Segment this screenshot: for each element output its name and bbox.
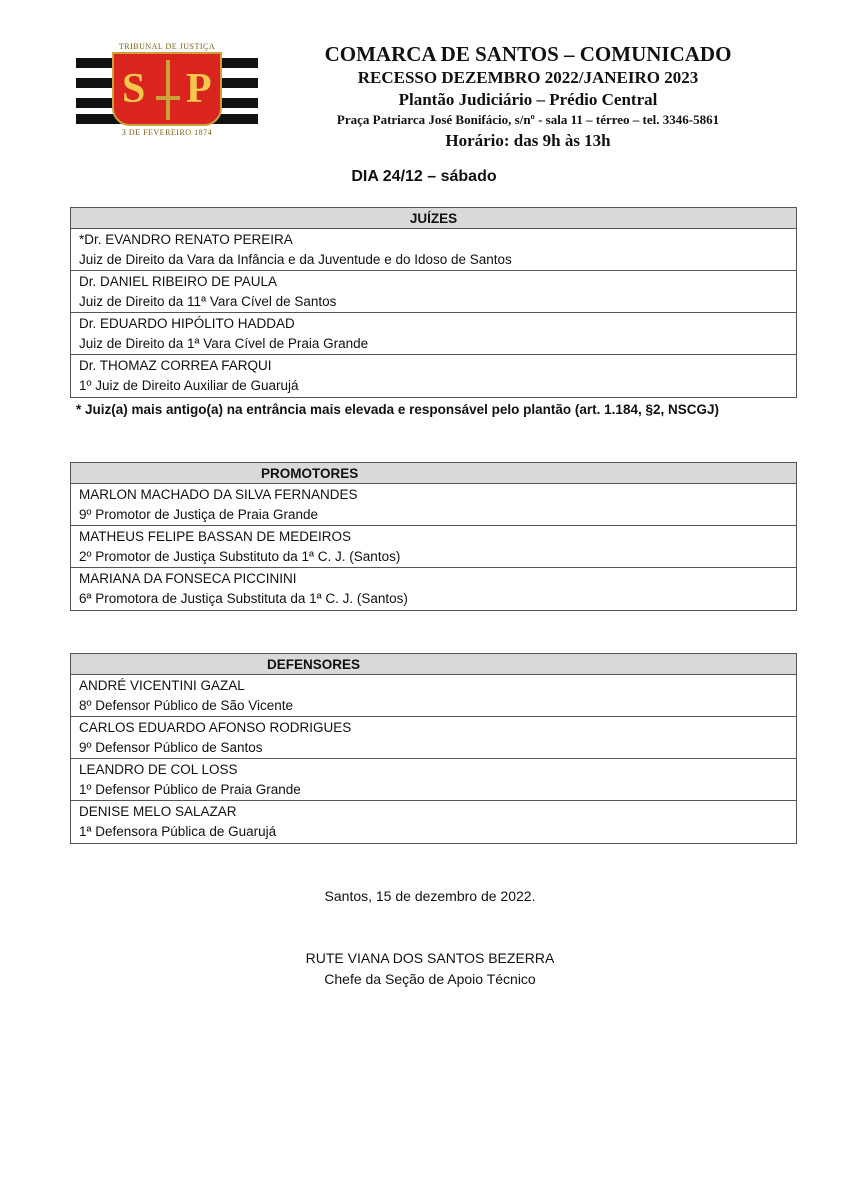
row-role: 1º Defensor Público de Praia Grande xyxy=(79,782,301,797)
table-row xyxy=(71,675,796,717)
row-role: 9º Promotor de Justiça de Praia Grande xyxy=(79,507,319,522)
place-date: Santos, 15 de dezembro de 2022. xyxy=(324,888,536,904)
header-title: COMARCA DE SANTOS – COMUNICADO xyxy=(324,42,732,66)
row-name: DENISE MELO SALAZAR xyxy=(79,804,237,819)
row-role: 9º Defensor Público de Santos xyxy=(79,740,263,755)
sword-icon xyxy=(166,60,170,120)
header-hours: Horário: das 9h às 13h xyxy=(445,131,611,150)
table-row xyxy=(71,526,796,568)
prosecutors-table xyxy=(70,462,797,611)
row-name: CARLOS EDUARDO AFONSO RODRIGUES xyxy=(79,720,352,735)
judges-footnote: * Juiz(a) mais antigo(a) na entrância mais elevada e responsável pelo plantão (art. 1.184, §2, NSCGJ) xyxy=(76,402,719,417)
logo-top-text: TRIBUNAL DE JUSTIÇA xyxy=(118,42,216,51)
table-row xyxy=(71,271,796,313)
judges-table xyxy=(70,207,797,398)
row-role: 2º Promotor de Justiça Substituto da 1ª C. J. (Santos) xyxy=(79,549,401,564)
row-role: 8º Defensor Público de São Vicente xyxy=(79,698,294,713)
table-row xyxy=(71,717,796,759)
judges-heading: JUÍZES xyxy=(71,208,796,229)
logo-shield xyxy=(112,52,222,126)
defenders-heading: DEFENSORES xyxy=(71,654,796,675)
row-role: 1ª Defensora Pública de Guarujá xyxy=(79,824,277,839)
header-plantao: Plantão Judiciário – Prédio Central xyxy=(398,90,658,109)
table-row xyxy=(71,355,796,397)
logo-letter-left: S xyxy=(122,66,146,112)
row-role: Juiz de Direito da Vara da Infância e da Juventude e do Idoso de Santos xyxy=(79,252,512,267)
table-row xyxy=(71,759,796,801)
row-role: Juiz de Direito da 11ª Vara Cível de Santos xyxy=(79,294,337,309)
court-logo xyxy=(76,40,258,138)
prosecutors-heading: PROMOTORES xyxy=(71,463,796,484)
table-row xyxy=(71,801,796,843)
row-role: 1º Juiz de Direito Auxiliar de Guarujá xyxy=(79,378,299,393)
row-name: Dr. EDUARDO HIPÓLITO HADDAD xyxy=(79,316,295,331)
table-row xyxy=(71,229,796,271)
table-row xyxy=(71,313,796,355)
row-name: MATHEUS FELIPE BASSAN DE MEDEIROS xyxy=(79,529,352,544)
row-role: 6ª Promotora de Justiça Substituta da 1ª C. J. (Santos) xyxy=(79,591,408,606)
table-row xyxy=(71,568,796,610)
signatory-title: Chefe da Seção de Apoio Técnico xyxy=(324,971,536,987)
header-address: Praça Patriarca José Bonifácio, s/nº - sala 11 – térreo – tel. 3346-5861 xyxy=(336,112,720,127)
row-name: *Dr. EVANDRO RENATO PEREIRA xyxy=(79,232,293,247)
sword-guard-icon xyxy=(156,96,180,100)
row-role: Juiz de Direito da 1ª Vara Cível de Praia Grande xyxy=(79,336,369,351)
row-name: MARIANA DA FONSECA PICCININI xyxy=(79,571,297,586)
row-name: LEANDRO DE COL LOSS xyxy=(79,762,238,777)
row-name: Dr. DANIEL RIBEIRO DE PAULA xyxy=(79,274,278,289)
logo-bottom-text: 3 DE FEVEREIRO 1874 xyxy=(121,128,213,137)
signatory-name: RUTE VIANA DOS SANTOS BEZERRA xyxy=(305,950,555,966)
day-title: DIA 24/12 – sábado xyxy=(351,168,497,185)
defenders-table xyxy=(70,653,797,844)
row-name: ANDRÉ VICENTINI GAZAL xyxy=(79,678,245,693)
header-recess: RECESSO DEZEMBRO 2022/JANEIRO 2023 xyxy=(357,68,699,87)
logo-letter-right: P xyxy=(186,66,212,112)
row-name: MARLON MACHADO DA SILVA FERNANDES xyxy=(79,487,358,502)
table-row xyxy=(71,484,796,526)
row-name: Dr. THOMAZ CORREA FARQUI xyxy=(79,358,272,373)
